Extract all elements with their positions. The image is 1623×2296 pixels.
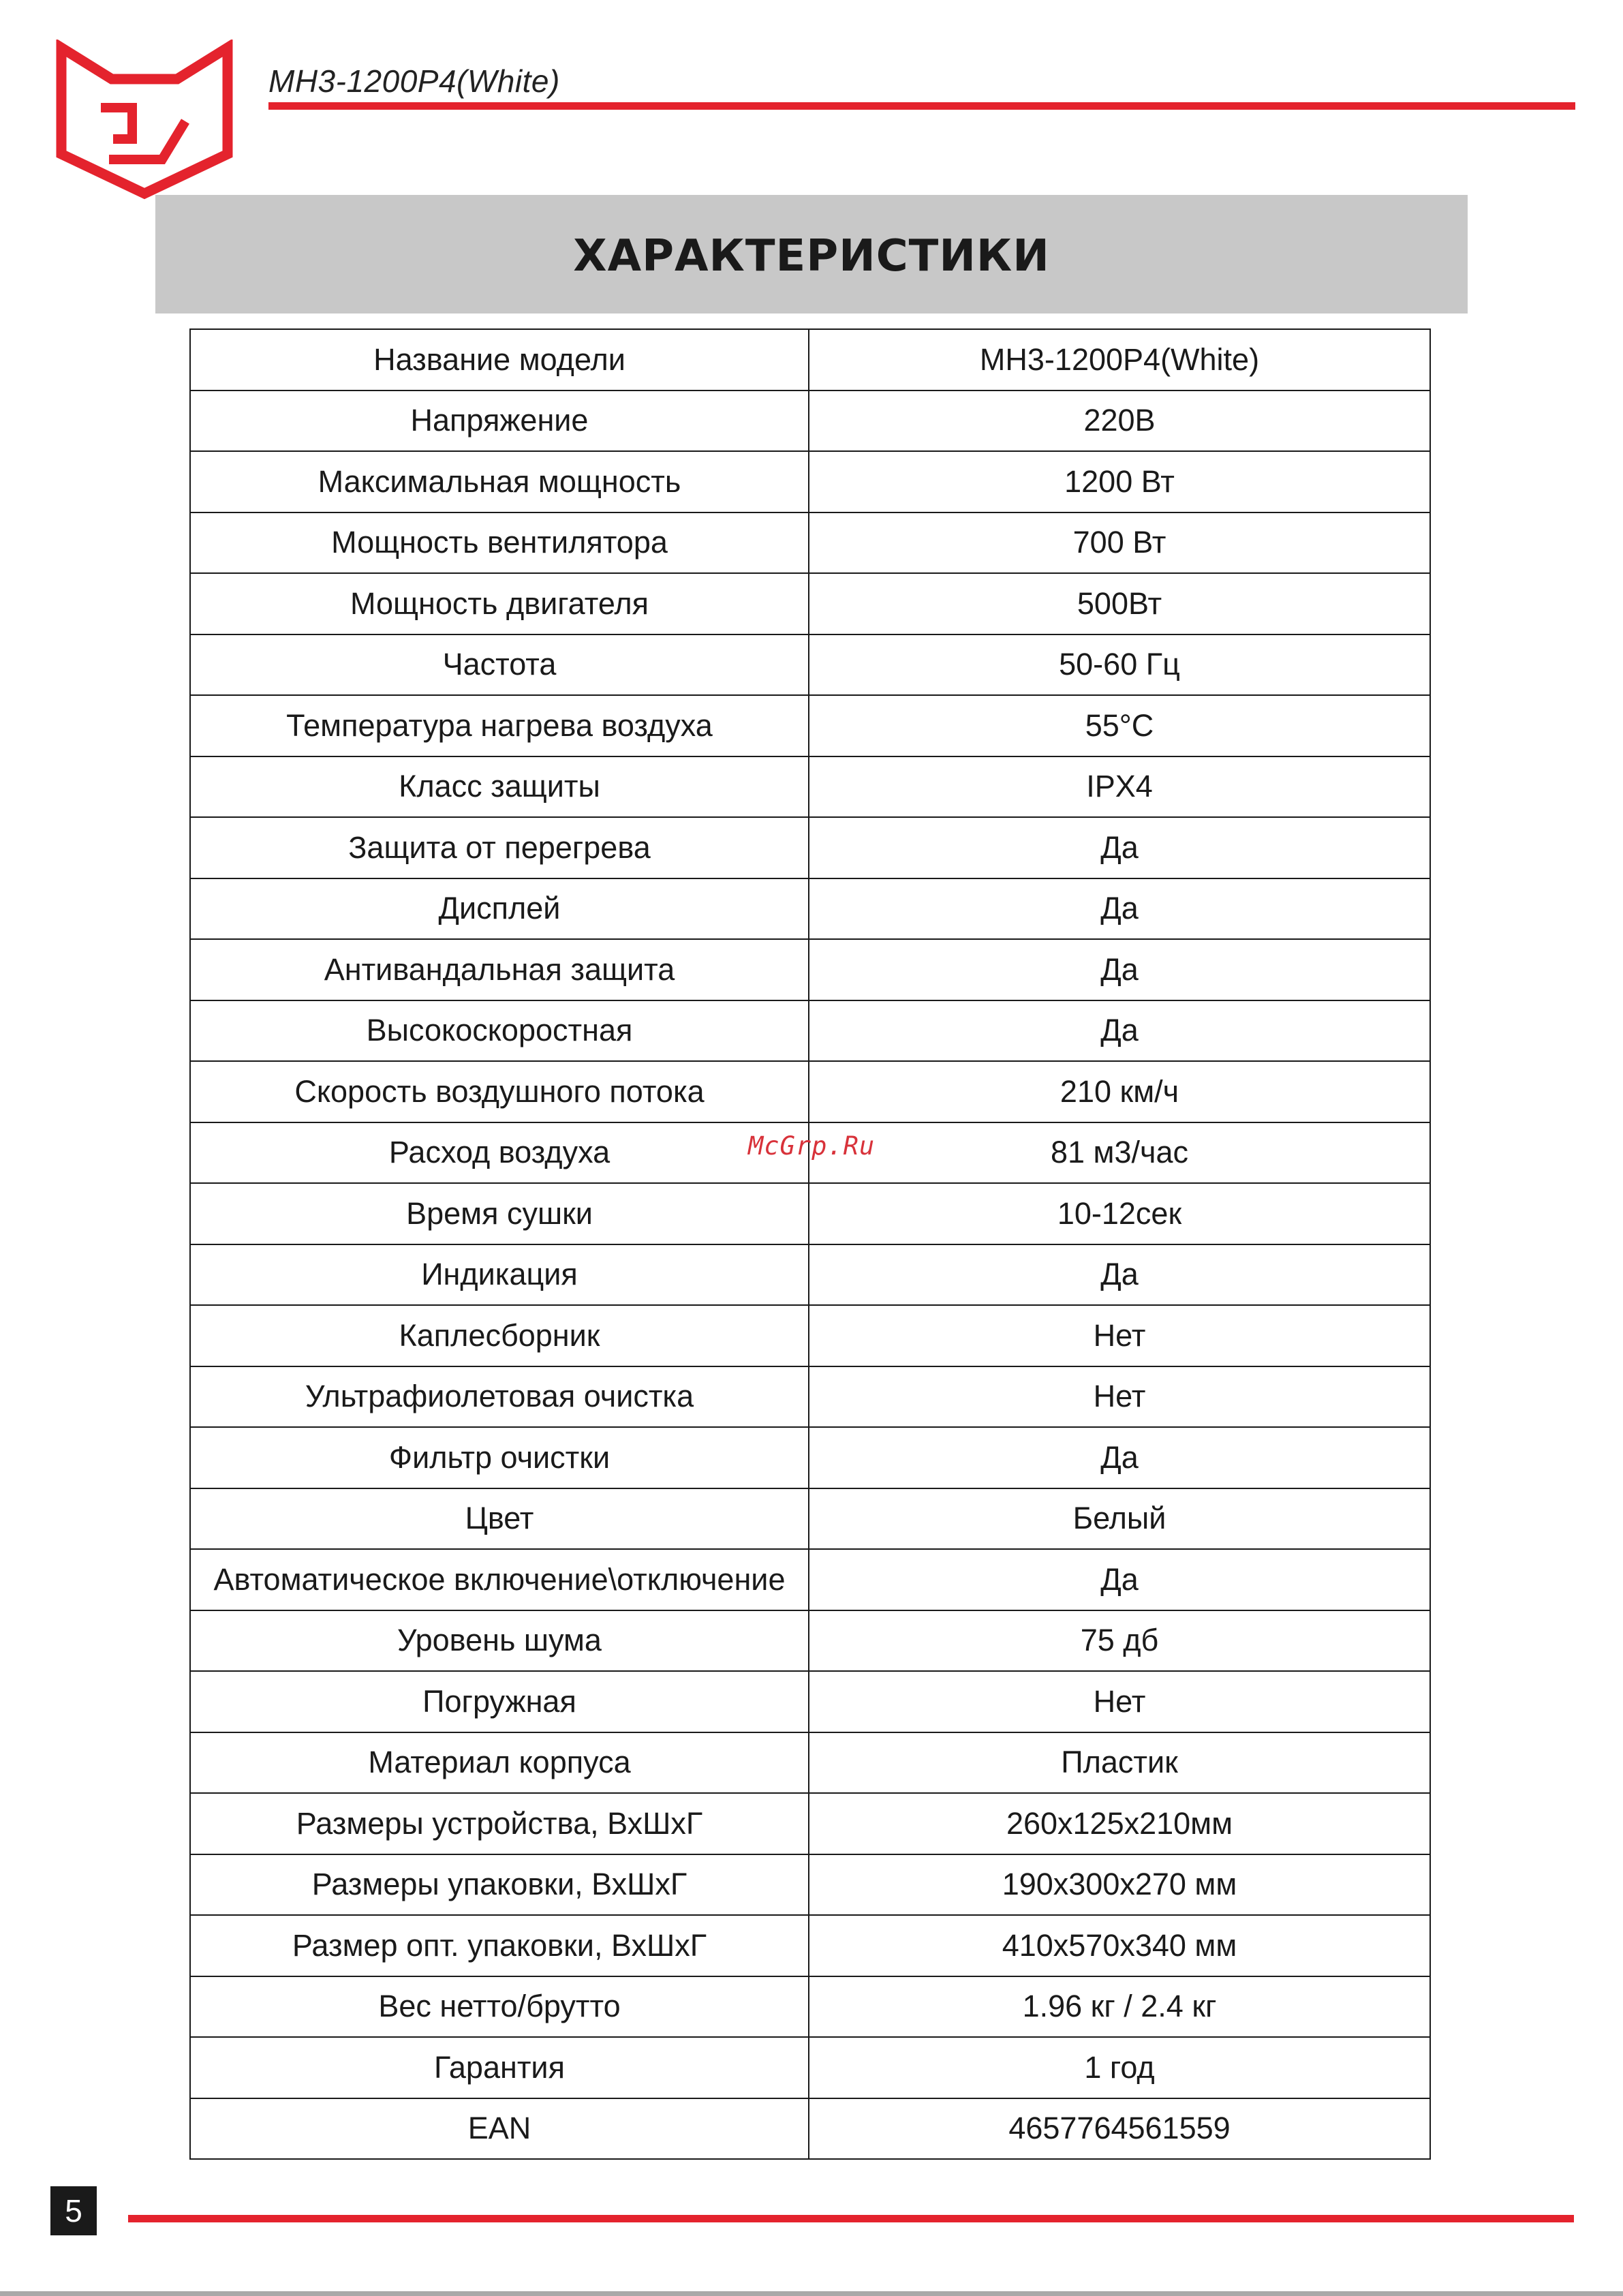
table-row (190, 2098, 1430, 2160)
table-row (190, 2037, 1430, 2098)
spec-value-cell: Да (809, 1244, 1430, 1306)
spec-name-cell: EAN (190, 2098, 809, 2160)
spec-name-cell: Максимальная мощность (190, 451, 809, 512)
spec-value-cell: 1.96 кг / 2.4 кг (809, 1976, 1430, 2038)
spec-value-cell: 1200 Вт (809, 451, 1430, 512)
table-row (190, 512, 1430, 574)
table-row (190, 817, 1430, 878)
spec-name-cell: Мощность вентилятора (190, 512, 809, 574)
table-row (190, 878, 1430, 940)
spec-name-cell: Гарантия (190, 2037, 809, 2098)
page-number: 5 (50, 2186, 97, 2235)
spec-value-cell: 4657764561559 (809, 2098, 1430, 2160)
table-row (190, 1305, 1430, 1366)
table-row (190, 634, 1430, 696)
spec-value-cell: MH3-1200P4(White) (809, 329, 1430, 391)
table-row (190, 939, 1430, 1000)
table-row (190, 756, 1430, 818)
spec-name-cell: Класс защиты (190, 756, 809, 818)
spec-name-cell: Название модели (190, 329, 809, 391)
table-row (190, 451, 1430, 512)
spec-name-cell: Ультрафиолетовая очистка (190, 1366, 809, 1428)
spec-name-cell: Температура нагрева воздуха (190, 695, 809, 756)
spec-value-cell: Да (809, 939, 1430, 1000)
spec-value-cell: IPX4 (809, 756, 1430, 818)
spec-name-cell: Погружная (190, 1671, 809, 1732)
spec-name-cell: Размеры устройства, ВхШхГ (190, 1793, 809, 1854)
footer-divider (128, 2215, 1574, 2222)
spec-name-cell: Размер опт. упаковки, ВхШхГ (190, 1915, 809, 1976)
spec-name-cell: Фильтр очистки (190, 1427, 809, 1488)
table-row (190, 1549, 1430, 1610)
spec-name-cell: Частота (190, 634, 809, 696)
spec-name-cell: Уровень шума (190, 1610, 809, 1672)
spec-name-cell: Каплесборник (190, 1305, 809, 1366)
spec-name-cell: Высокоскоростная (190, 1000, 809, 1062)
spec-value-cell: 50-60 Гц (809, 634, 1430, 696)
spec-value-cell: Да (809, 1427, 1430, 1488)
table-row (190, 1610, 1430, 1672)
table-row (190, 1793, 1430, 1854)
spec-value-cell: Да (809, 817, 1430, 878)
spec-value-cell: 700 Вт (809, 512, 1430, 574)
table-row (190, 1732, 1430, 1794)
spec-value-cell: Нет (809, 1366, 1430, 1428)
table-row (190, 1671, 1430, 1732)
table-row (190, 391, 1430, 452)
spec-name-cell: Напряжение (190, 391, 809, 452)
table-row (190, 1061, 1430, 1122)
spec-value-cell: 190x300x270 мм (809, 1854, 1430, 1916)
table-row (190, 1183, 1430, 1244)
spec-value-cell: 410x570x340 мм (809, 1915, 1430, 1976)
spec-name-cell: Вес нетто/брутто (190, 1976, 809, 2038)
spec-value-cell: Да (809, 1000, 1430, 1062)
table-row (190, 1427, 1430, 1488)
spec-value-cell: Белый (809, 1488, 1430, 1550)
table-row (190, 695, 1430, 756)
table-row (190, 1976, 1430, 2038)
spec-value-cell: Да (809, 1549, 1430, 1610)
spec-value-cell: Да (809, 878, 1430, 940)
spec-value-cell: Нет (809, 1671, 1430, 1732)
table-row (190, 329, 1430, 391)
table-row (190, 1244, 1430, 1306)
spec-name-cell: Размеры упаковки, ВхШхГ (190, 1854, 809, 1916)
spec-name-cell: Скорость воздушного потока (190, 1061, 809, 1122)
spec-value-cell: 75 дб (809, 1610, 1430, 1672)
spec-name-cell: Время сушки (190, 1183, 809, 1244)
spec-name-cell: Цвет (190, 1488, 809, 1550)
spec-name-cell: Материал корпуса (190, 1732, 809, 1794)
table-row (190, 1488, 1430, 1550)
table-row (190, 1854, 1430, 1916)
spec-name-cell: Антивандальная защита (190, 939, 809, 1000)
section-title: ХАРАКТЕРИСТИКИ (573, 231, 1050, 281)
page-bottom-edge (0, 2291, 1623, 2296)
spec-value-cell: 500Вт (809, 573, 1430, 634)
spec-value-cell: 260x125x210мм (809, 1793, 1430, 1854)
spec-value-cell: Нет (809, 1305, 1430, 1366)
spec-value-cell: 10-12сек (809, 1183, 1430, 1244)
section-title-band (155, 195, 1468, 313)
spec-value-cell: Пластик (809, 1732, 1430, 1794)
spec-name-cell: Защита от перегрева (190, 817, 809, 878)
spec-name-cell: Мощность двигателя (190, 573, 809, 634)
spec-name-cell: Расход воздуха (190, 1122, 809, 1184)
specifications-table (189, 328, 1431, 2160)
table-row (190, 573, 1430, 634)
watermark: McGrp.Ru (748, 1131, 876, 1161)
spec-value-cell: 1 год (809, 2037, 1430, 2098)
spec-name-cell: Индикация (190, 1244, 809, 1306)
spec-name-cell: Дисплей (190, 878, 809, 940)
spec-name-cell: Автоматическое включение\отключение (190, 1549, 809, 1610)
brand-logo-icon (53, 40, 236, 200)
spec-value-cell: 81 м3/час (809, 1122, 1430, 1184)
spec-value-cell: 220В (809, 391, 1430, 452)
spec-value-cell: 210 км/ч (809, 1061, 1430, 1122)
table-row (190, 1000, 1430, 1062)
spec-value-cell: 55°C (809, 695, 1430, 756)
header-model-name: MH3-1200P4(White) (268, 63, 560, 99)
table-row (190, 1915, 1430, 1976)
header-divider (268, 102, 1575, 110)
table-row (190, 1366, 1430, 1428)
